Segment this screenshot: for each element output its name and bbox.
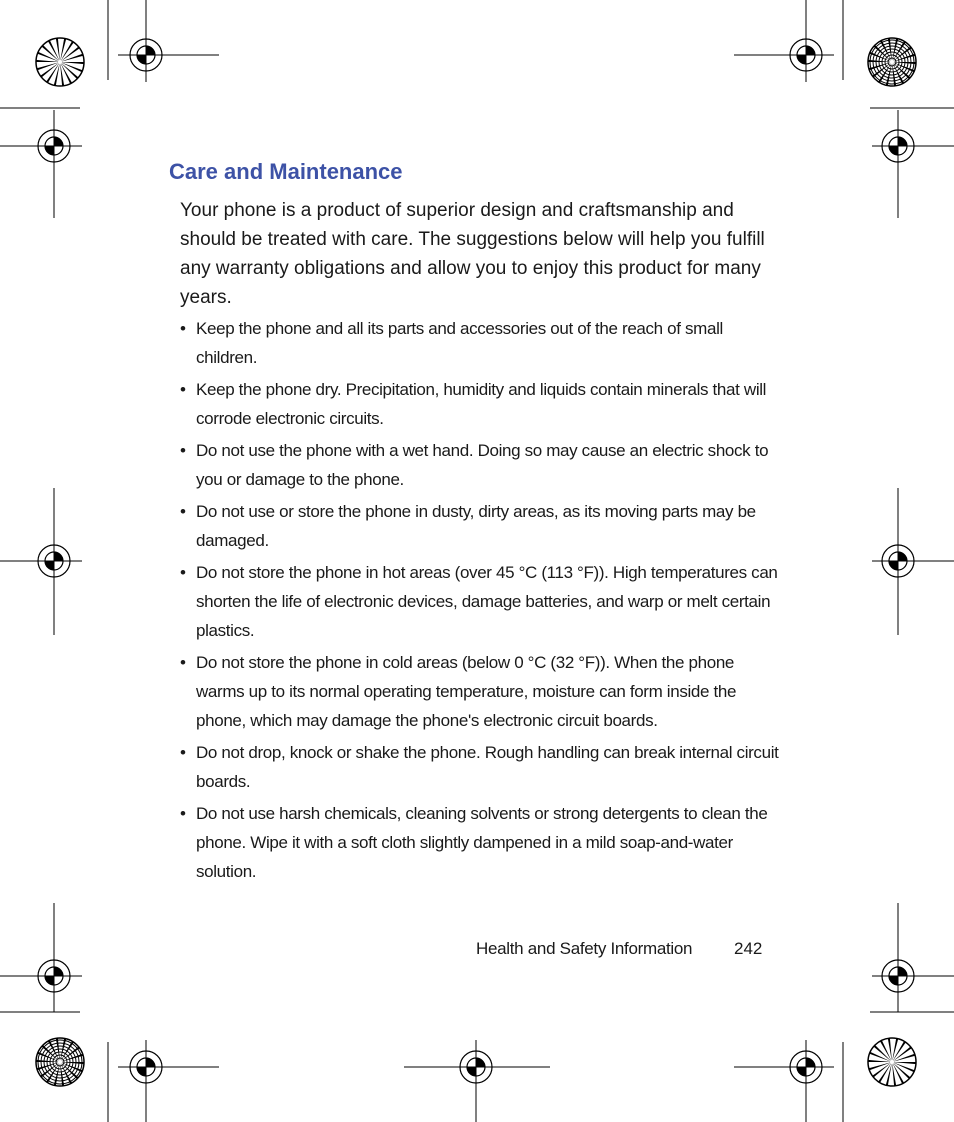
care-instructions-list <box>180 314 780 889</box>
list-item <box>180 738 780 796</box>
footer-section-title: Health and Safety Information <box>476 939 693 958</box>
list-item-text: Keep the phone dry. Precipitation, humidity and liquids contain minerals that will corrode electronic circuits. <box>196 380 767 428</box>
bullet-icon: • <box>180 502 186 521</box>
bullet-icon: • <box>180 804 186 823</box>
list-item-text: Do not drop, knock or shake the phone. Rough handling can break internal circuit boards. <box>196 743 779 791</box>
starburst-target-bottom-left <box>36 1038 84 1086</box>
list-item-text: Keep the phone and all its parts and accessories out of the reach of small children. <box>196 319 723 367</box>
list-item <box>180 497 780 555</box>
bullet-icon: • <box>180 319 186 338</box>
bullet-icon: • <box>180 380 186 399</box>
list-item <box>180 436 780 494</box>
starburst-target-top-right <box>868 38 916 86</box>
list-item <box>180 375 780 433</box>
bullet-icon: • <box>180 743 186 762</box>
bullet-icon: • <box>180 563 186 582</box>
bullet-icon: • <box>180 441 186 460</box>
intro-paragraph: Your phone is a product of superior design and craftsmanship and should be treated with care. The suggestions below will help you fulfill any warranty obligations and allow you to enjoy this product for many years. <box>180 200 765 308</box>
list-item <box>180 558 780 645</box>
list-item-text: Do not store the phone in cold areas (below 0 °C (32 °F)). When the phone warms up to its normal operating temperature, moisture can form inside the phone, which may damage the phone's electronic circuit boards. <box>196 653 737 730</box>
list-item <box>180 648 780 735</box>
page-number: 242 <box>734 939 763 958</box>
list-item <box>180 314 780 372</box>
list-item <box>180 799 780 886</box>
bullet-icon: • <box>180 653 186 672</box>
list-item-text: Do not use the phone with a wet hand. Doing so may cause an electric shock to you or damage to the phone. <box>196 441 769 489</box>
starburst-target-top-left <box>36 38 84 86</box>
starburst-target-bottom-right <box>868 1038 916 1086</box>
list-item-text: Do not store the phone in hot areas (over 45 °C (113 °F)). High temperatures can shorten the life of electronic devices, damage batteries, and warp or melt certain plastics. <box>196 563 778 640</box>
section-heading: Care and Maintenance <box>169 159 403 184</box>
list-item-text: Do not use harsh chemicals, cleaning solvents or strong detergents to clean the phone. Wipe it with a soft cloth slightly dampened in a mild soap-and-water solution. <box>196 804 768 881</box>
list-item-text: Do not use or store the phone in dusty, dirty areas, as its moving parts may be damaged. <box>196 502 756 550</box>
